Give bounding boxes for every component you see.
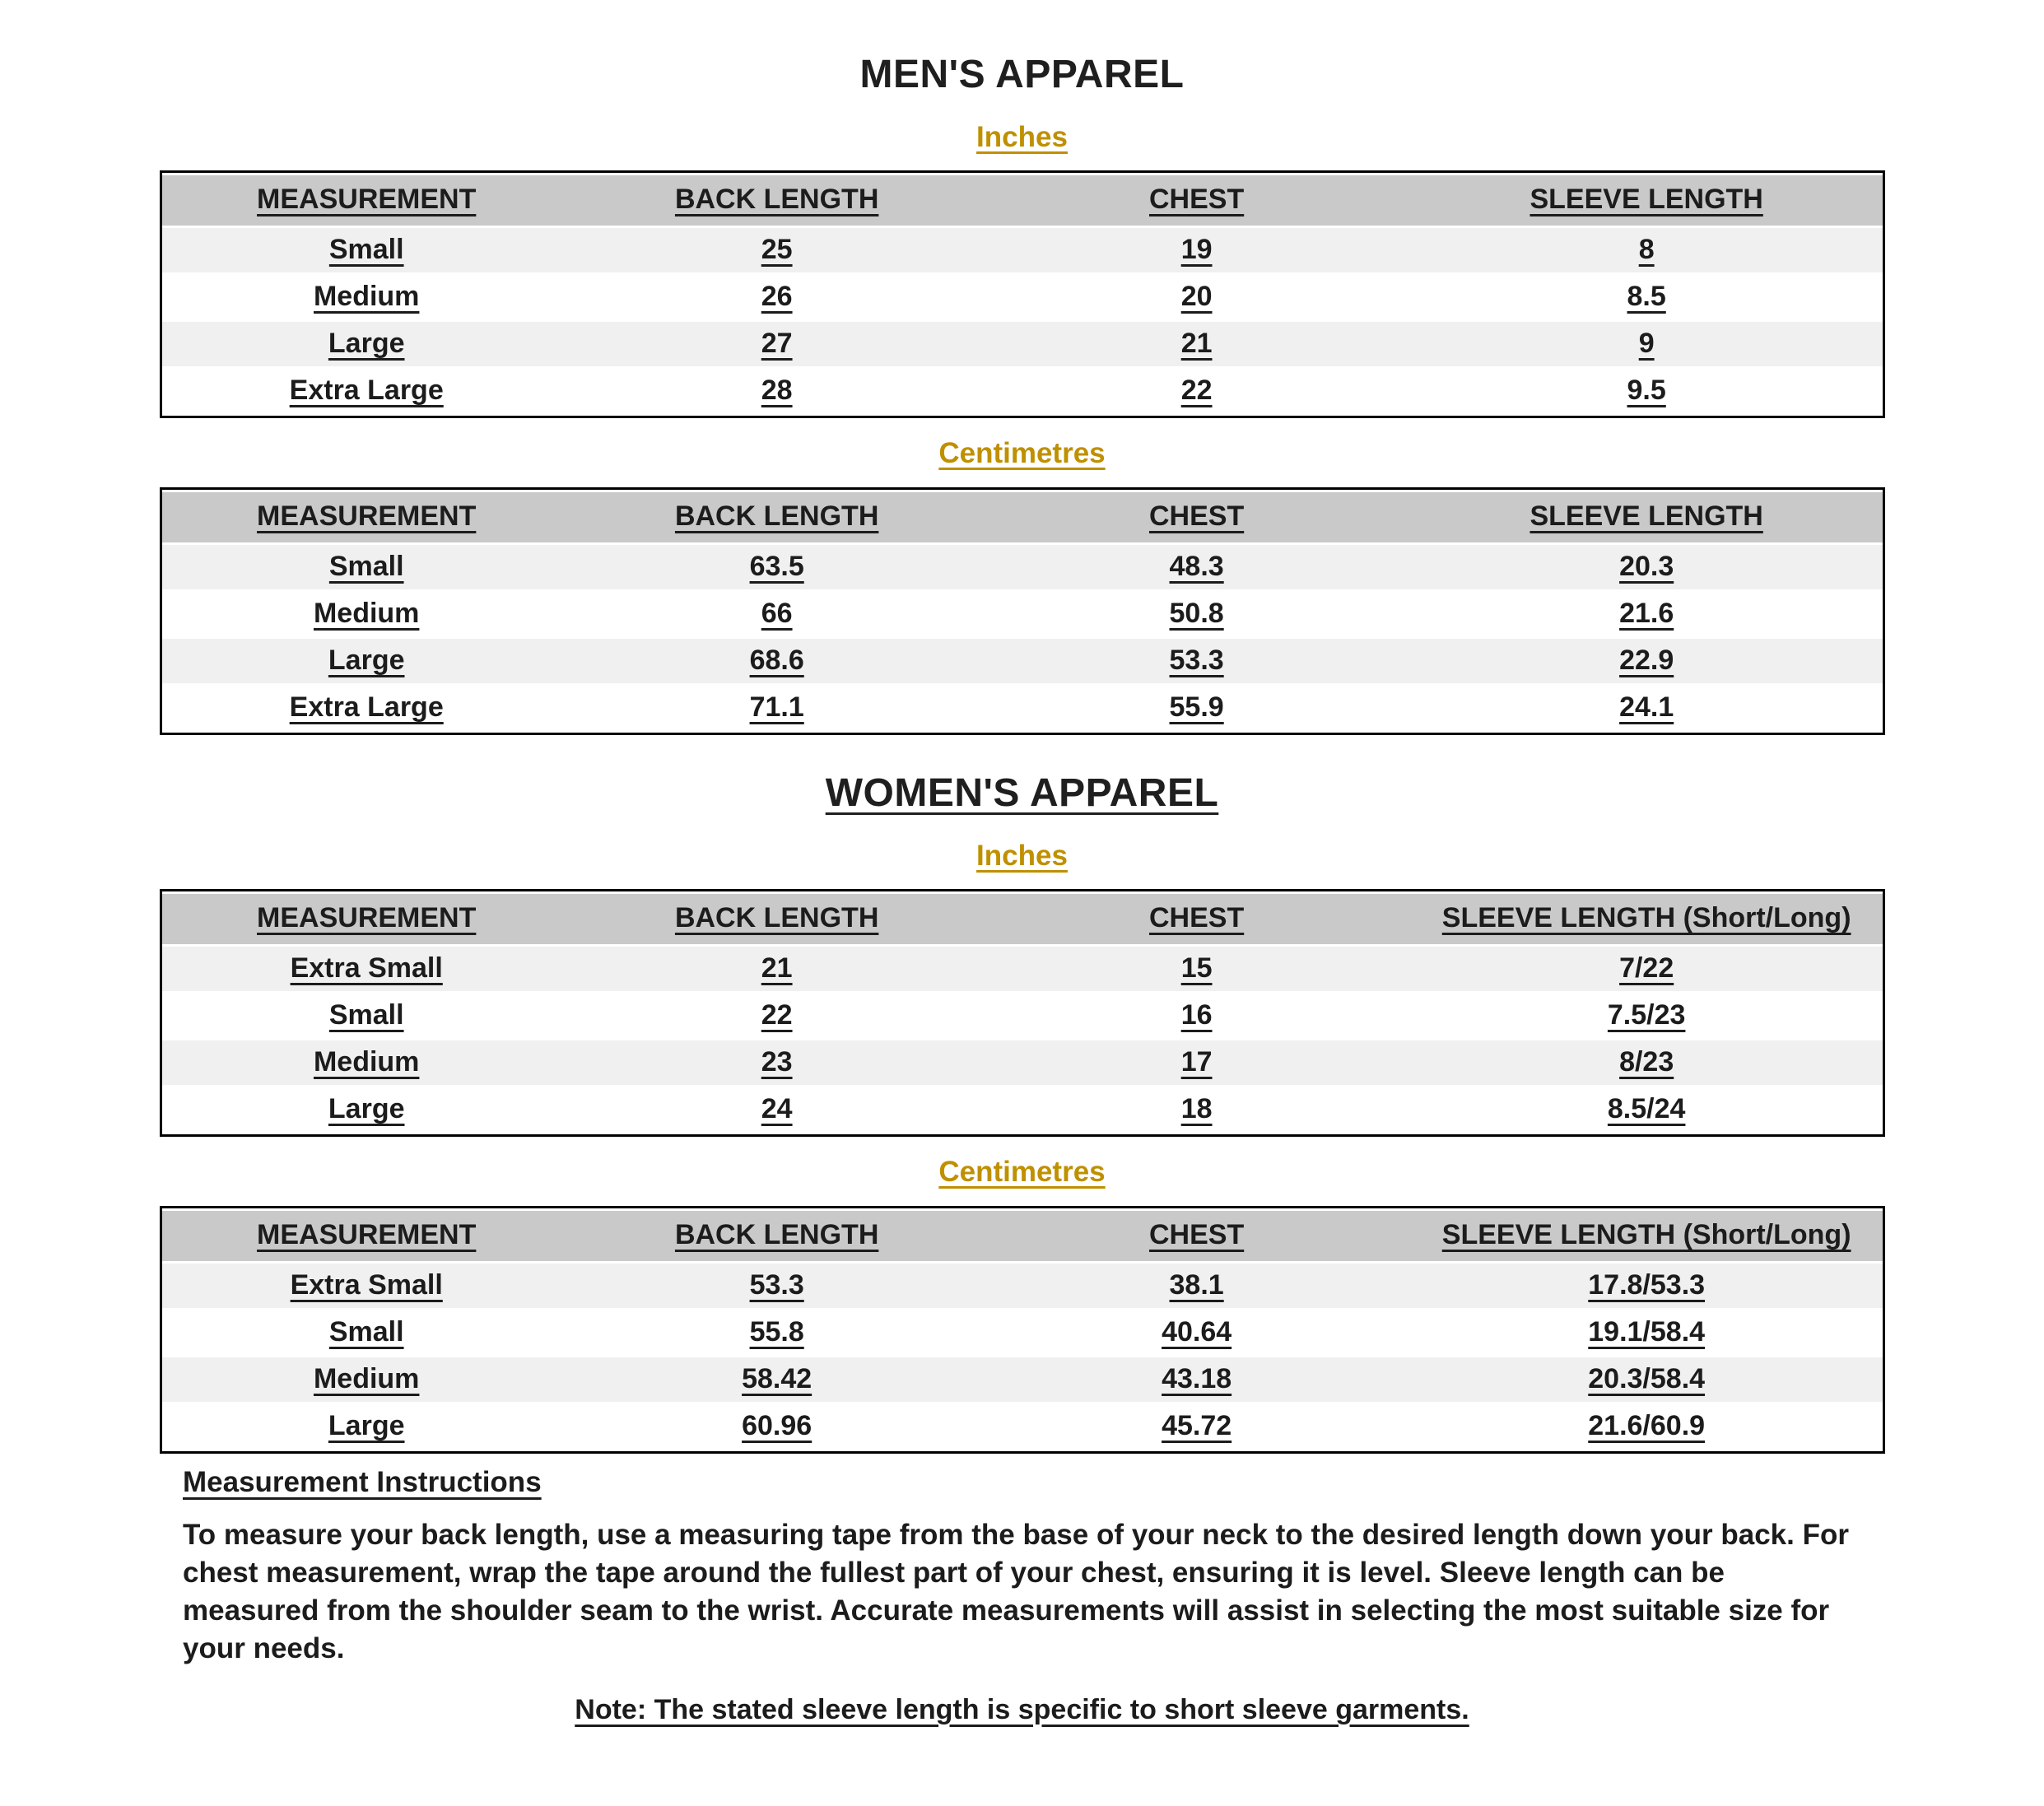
table-cell: 24.1 [1619,691,1674,724]
table-cell: 55.9 [1169,691,1224,724]
table-cell: 19 [1180,233,1213,265]
table-cell: Large [328,644,405,676]
table-cell: 22 [1180,375,1213,407]
table-cell: 27 [761,328,793,360]
table-cell: 9 [1638,328,1655,360]
table-cell: Small [328,233,404,265]
table-cell: 8.5 [1627,281,1666,313]
column-header-back-length: BACK LENGTH [571,492,983,542]
table-cell: 45.72 [1162,1410,1232,1442]
table-cell: 22 [761,999,793,1031]
table-row [162,1087,1883,1132]
table-cell: Small [328,550,404,582]
table-cell: 58.42 [742,1363,812,1395]
column-header-back-length: BACK LENGTH [571,175,983,226]
womens-apparel-title: WOMEN'S APPAREL [825,771,1219,816]
womens-centimetres-table-body [162,1264,1883,1449]
table-cell: 55.8 [749,1315,804,1348]
table-cell: 17.8/53.3 [1588,1268,1706,1301]
column-header-back-length: BACK LENGTH [571,1211,983,1261]
table-cell: 20.3/58.4 [1588,1363,1706,1395]
table-header-row [162,894,1883,944]
table-cell: Extra Small [290,952,443,984]
table-cell: 24 [761,1093,793,1125]
table-cell: 40.64 [1162,1315,1232,1348]
table-cell: 8/23 [1619,1046,1674,1078]
column-header-chest: CHEST [982,175,1410,226]
column-header-chest: CHEST [982,492,1410,542]
measurement-instructions-heading: Measurement Instructions [183,1466,542,1499]
column-header-back-length: BACK LENGTH [571,894,983,944]
column-header-chest: CHEST [982,1211,1410,1261]
table-row [162,322,1883,366]
table-cell: 71.1 [749,691,804,724]
mens-apparel-title: MEN'S APPAREL [859,53,1185,96]
table-cell: 16 [1180,999,1213,1031]
column-header-sleeve-length-short-long: SLEEVE LENGTH (Short/Long) [1411,1211,1883,1261]
table-cell: 48.3 [1169,550,1224,582]
table-cell: 21 [761,952,793,984]
mens-inches-heading: Inches [976,120,1068,153]
table-cell: 43.18 [1162,1363,1232,1395]
womens-inches-table-body [162,947,1883,1132]
table-cell: Extra Large [289,375,444,407]
table-cell: 53.3 [749,1268,804,1301]
table-row [162,639,1883,683]
mens-centimetres-table-body [162,545,1883,730]
table-row [162,947,1883,991]
table-cell: 8.5/24 [1607,1093,1686,1125]
table-cell: 21.6 [1619,597,1674,629]
column-header-sleeve-length-short-long: SLEEVE LENGTH (Short/Long) [1411,894,1883,944]
table-row [162,545,1883,589]
table-cell: 26 [761,281,793,313]
womens-inches-table [160,889,1885,1137]
table-cell: Medium [313,597,420,629]
measurement-instructions-section [183,1464,1866,1668]
mens-apparel-section [0,51,2044,735]
table-cell: Large [328,1410,405,1442]
table-cell: 66 [761,597,793,629]
womens-centimetres-heading: Centimetres [938,1156,1106,1189]
table-cell: 20 [1180,281,1213,313]
table-row [162,1404,1883,1449]
column-header-sleeve-length: SLEEVE LENGTH [1411,492,1883,542]
table-cell: 38.1 [1169,1268,1224,1301]
table-cell: 20.3 [1619,550,1674,582]
table-cell: 23 [761,1046,793,1078]
mens-inches-table [160,170,1885,418]
table-cell: 9.5 [1627,375,1666,407]
table-row [162,994,1883,1038]
table-cell: 7.5/23 [1607,999,1686,1031]
table-header-row [162,1211,1883,1261]
table-cell: 68.6 [749,644,804,676]
table-row [162,228,1883,272]
table-header-row [162,492,1883,542]
table-cell: 8 [1638,233,1655,265]
table-cell: Medium [313,1363,420,1395]
table-cell: 21.6/60.9 [1588,1410,1706,1442]
mens-centimetres-heading: Centimetres [938,437,1106,470]
column-header-measurement: MEASUREMENT [162,1211,571,1261]
table-header-row [162,175,1883,226]
womens-apparel-section [0,770,2044,1454]
mens-centimetres-table [160,487,1885,735]
table-row [162,369,1883,413]
table-row [162,1040,1883,1085]
table-cell: Medium [313,281,420,313]
sleeve-length-note: Note: The stated sleeve length is specific to short sleeve garments. [575,1693,1469,1725]
table-cell: Small [328,999,404,1031]
table-row [162,1310,1883,1355]
table-cell: 63.5 [749,550,804,582]
table-cell: Extra Small [290,1268,443,1301]
table-cell: 18 [1180,1093,1213,1125]
table-cell: 22.9 [1619,644,1674,676]
column-header-chest: CHEST [982,894,1410,944]
table-cell: 19.1/58.4 [1588,1315,1706,1348]
table-cell: Small [328,1315,404,1348]
table-row [162,1357,1883,1402]
table-cell: 50.8 [1169,597,1224,629]
mens-inches-table-body [162,228,1883,413]
table-cell: 21 [1180,328,1213,360]
column-header-sleeve-length: SLEEVE LENGTH [1411,175,1883,226]
table-cell: Large [328,1093,405,1125]
table-cell: 60.96 [742,1410,812,1442]
measurement-instructions-body: To measure your back length, use a measuring tape from the base of your neck to the desired length down your back. For chest measurement, wrap the tape around the fullest part of your chest, ensuring it is level. Sleeve length can be measured from the shoulder seam to the wrist. Accurate measurements will assist in selecting the most suitable size for your needs. [183,1518,1849,1665]
table-cell: Extra Large [289,691,444,724]
table-row [162,592,1883,636]
table-row [162,686,1883,730]
table-cell: Large [328,328,405,360]
column-header-measurement: MEASUREMENT [162,492,571,542]
column-header-measurement: MEASUREMENT [162,175,571,226]
table-row [162,275,1883,319]
table-cell: 15 [1180,952,1213,984]
table-cell: 7/22 [1619,952,1674,984]
table-cell: 53.3 [1169,644,1224,676]
table-cell: 17 [1180,1046,1213,1078]
womens-centimetres-table [160,1206,1885,1454]
table-cell: 28 [761,375,793,407]
table-cell: 25 [761,233,793,265]
table-cell: Medium [313,1046,420,1078]
womens-inches-heading: Inches [976,839,1068,872]
column-header-measurement: MEASUREMENT [162,894,571,944]
table-row [162,1264,1883,1308]
